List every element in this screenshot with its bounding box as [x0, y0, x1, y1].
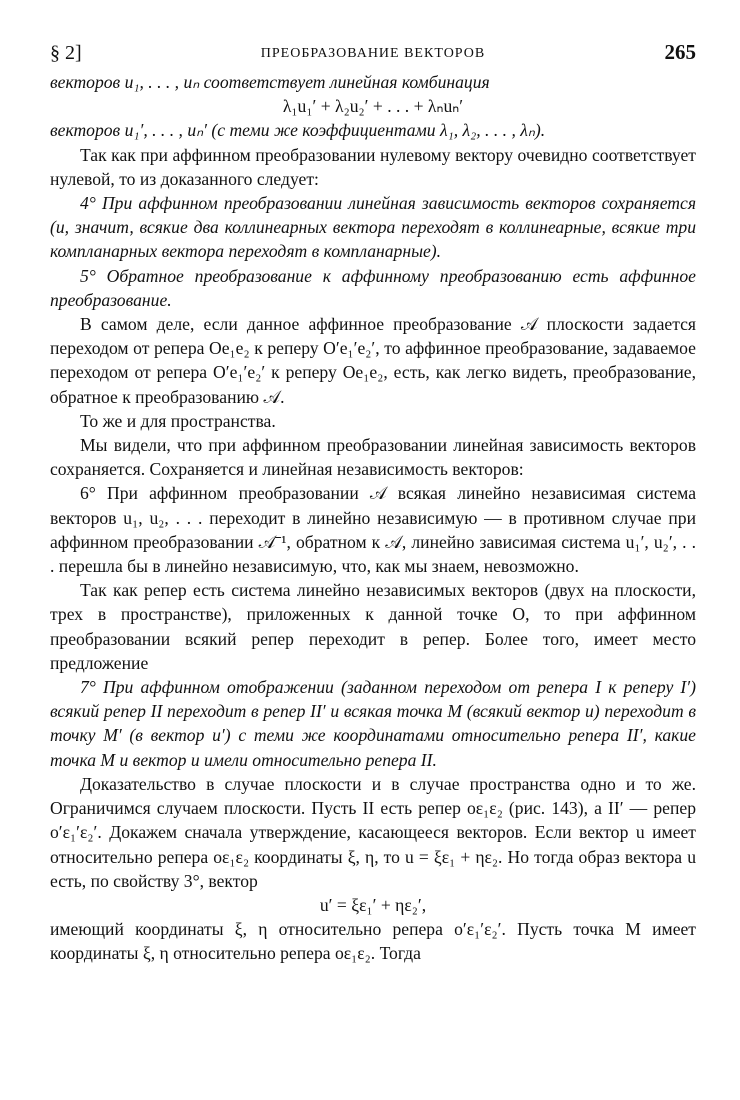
page-number: 265: [664, 40, 696, 64]
proposition-7: 7° При аффинном отображении (заданном переходом от репера I к реперу I′) всякий репер II переходит в репер II′ и всякая точка M (всякий вектор u) переходит в точку M′ (в вектор u′) с теми же координатами относительно репера II′, какие точка M и вектор u имели относительно репера II.: [50, 677, 696, 770]
paragraph: Так как репер есть система линейно независимых векторов (двух на плоскости, трех в пространстве), приложенных к данной точке O, то при аффинном преобразовании всякий репер переходит в репер. Более того, имеет место предложение: [50, 580, 696, 673]
text-line: векторов u₁, . . . , uₙ соответствует линейная комбинация: [50, 72, 490, 92]
proposition-4: 4° При аффинном преобразовании линейная зависимость векторов сохраняется (и, значит, всякие два коллинеарных вектора переходят в коллинеарные, всякие три компланарных вектора переходят в компланарные).: [50, 193, 696, 262]
page-header: [50, 36, 696, 70]
paragraph: имеющий координаты ξ, η относительно репера o′ε₁′ε₂′. Пусть точка M имеет координаты ξ, η относительно репера oε₁ε₂. Тогда: [50, 919, 696, 964]
formula-linear-combination: λ₁u₁′ + λ₂u₂′ + . . . + λₙuₙ′: [282, 96, 464, 117]
proposition-6: 6° При аффинном преобразовании 𝒜 всякая линейно независимая система векторов u₁, u₂, . . . переходит в линейно независимую — в противном случае при аффинном преобразовании 𝒜⁻¹, обратном к 𝒜, линейно зависимая система u₁′, u₂′, . . . перешла бы в линейно независимую, что, как мы знаем, невозможно.: [50, 483, 696, 577]
section-marker: § 2]: [50, 42, 82, 64]
formula-image-vector: u′ = ξε₁′ + ηε₂′,: [319, 894, 427, 915]
paragraph: Мы видели, что при аффинном преобразовании линейная зависимость векторов сохраняется. Сохраняется и линейная независимость векторов:: [50, 435, 696, 480]
paragraph: То же и для пространства.: [80, 410, 276, 431]
proposition-5: 5° Обратное преобразование к аффинному преобразованию есть аффинное преобразование.: [50, 265, 696, 310]
running-title: ПРЕОБРАЗОВАНИЕ ВЕКТОРОВ: [260, 46, 486, 61]
paragraph: В самом деле, если данное аффинное преобразование 𝒜 плоскости задается переходом от репера Oe₁e₂ к реперу O′e₁′e₂′, то аффинное преобразование, задаваемое переходом от репера O′e₁′e₂′ к реперу Oe₁e₂, есть, как легко видеть, преобразование, обратное к преобразованию 𝒜.: [50, 314, 696, 407]
paragraph: Доказательство в случае плоскости и в случае пространства одно и то же. Ограничимся случаем плоскости. Пусть II есть репер oε₁ε₂ (рис. 143), а II′ — репер o′ε₁′ε₂′. Докажем сначала утверждение, касающееся векторов. Если вектор u имеет относительно репера oε₁ε₂ координаты ξ, η, то u = ξε₁ + ηε₂. Но тогда образ вектора u есть, по свойству 3°, вектор: [50, 773, 696, 891]
page-body: [50, 70, 696, 966]
paragraph: Так как при аффинном преобразовании нулевому вектору очевидно соответствует нулевой, то из доказанного следует:: [50, 144, 696, 189]
text-line: векторов u₁′, . . . , uₙ′ (с теми же коэффициентами λ₁, λ₂, . . . , λₙ).: [50, 120, 546, 141]
